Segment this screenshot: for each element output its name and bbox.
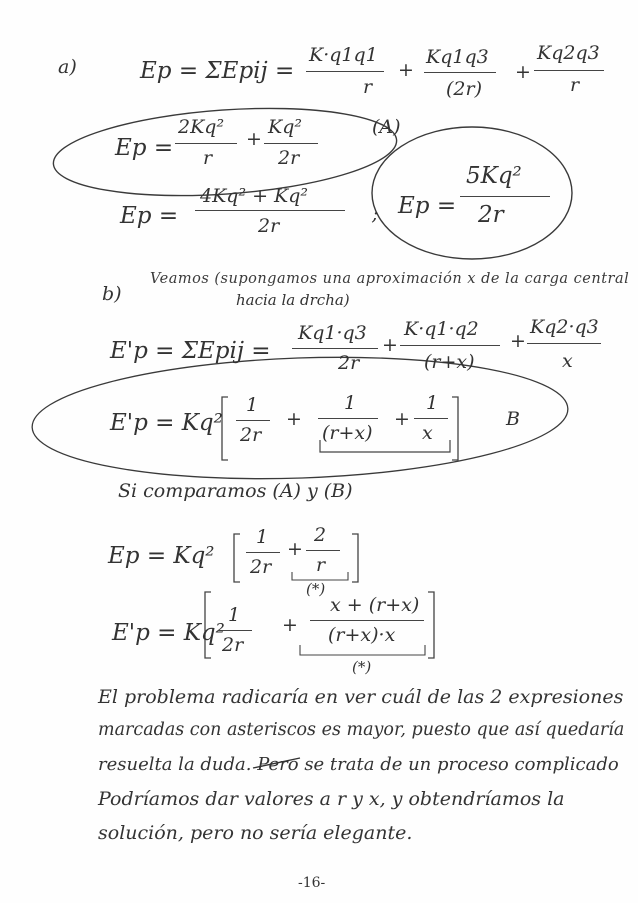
formula-lhs: E'p = Kq² [112, 620, 225, 646]
asterisk-mark: (*) [306, 580, 326, 598]
fraction-denominator: x [562, 350, 573, 372]
fraction-numerator: 1 [256, 526, 269, 548]
fraction-numerator: K·q1q1 [309, 44, 378, 66]
formula-lhs: Ep = [115, 135, 174, 161]
fraction-numerator: 1 [246, 394, 259, 416]
fraction-denominator: r [363, 76, 373, 98]
fraction-bar [236, 420, 270, 421]
fraction-bar [175, 143, 237, 144]
result-numerator: 5Kq² [466, 163, 522, 189]
fraction-numerator: x + (r+x) [330, 594, 420, 616]
fraction-bar [400, 345, 500, 346]
equation-tag: B [506, 408, 520, 430]
plus-sign: + [286, 408, 302, 430]
fraction-bar [246, 552, 280, 553]
paragraph-line: solución, pero no sería elegante. [98, 822, 413, 844]
fraction-denominator: 2r [258, 215, 280, 237]
fraction-denominator: x [422, 422, 433, 444]
fraction-bar [292, 348, 378, 349]
paragraph-line: El problema radicaría en ver cuál de las 2 expresiones [98, 686, 624, 708]
fraction-denominator: (r+x) [424, 351, 475, 373]
fraction-bar [306, 71, 384, 72]
fraction-numerator: Kq1q3 [426, 46, 489, 68]
fraction-numerator: 2 [314, 524, 327, 546]
paragraph-line: Podríamos dar valores a r y x, y obtendríamos la [98, 788, 565, 810]
part-b-label: b) [102, 283, 122, 305]
fraction-bar [414, 418, 448, 419]
page-number: -16- [298, 875, 326, 891]
fraction-denominator: 2r [338, 352, 360, 374]
formula-lhs: Ep = [120, 203, 179, 229]
paragraph-line: resuelta la duda. Pero se trata de un proceso complicado [98, 754, 619, 775]
fraction-denominator: 2r [250, 556, 272, 578]
fraction-numerator: 2Kq² [178, 116, 225, 138]
equation-tag: (A) [372, 116, 401, 138]
plus-sign: + [382, 334, 398, 356]
plus-sign: + [246, 128, 262, 150]
fraction-numerator: 1 [344, 392, 357, 414]
fraction-numerator: 1 [426, 392, 439, 414]
fraction-bar [310, 620, 424, 621]
plus-sign: + [510, 330, 526, 352]
fraction-denominator: r [203, 147, 213, 169]
fraction-numerator: Kq2q3 [537, 42, 600, 64]
intro-text: hacia la drcha) [236, 291, 350, 309]
fraction-bar [264, 143, 318, 144]
fraction-bar [195, 210, 345, 211]
intro-text: Veamos (supongamos una aproximación x de la carga central [150, 271, 630, 287]
fraction-bar [424, 72, 496, 73]
result-denominator: 2r [478, 202, 504, 228]
fraction-bar [306, 550, 340, 551]
fraction-numerator: 1 [228, 604, 241, 626]
fraction-numerator: Kq1·q3 [298, 322, 367, 344]
plus-sign: + [398, 59, 414, 81]
formula-lhs: Ep = ΣEpij = [140, 58, 295, 84]
formula-lhs: E'p = ΣEpij = [110, 338, 271, 364]
fraction-denominator: r [316, 554, 326, 576]
formula-lhs: Ep = Kq² [108, 543, 215, 569]
fraction-denominator: (2r) [446, 78, 482, 100]
fraction-bar [534, 70, 604, 71]
fraction-denominator: (r+x) [322, 422, 373, 444]
compare-text: Si comparamos (A) y (B) [118, 480, 353, 502]
asterisk-mark: (*) [352, 658, 372, 676]
fraction-denominator: 2r [222, 634, 244, 656]
fraction-numerator: 4Kq² + Kq² [200, 185, 309, 207]
fraction-bar [460, 196, 550, 197]
paragraph-line: marcadas con asteriscos es mayor, puesto que así quedaría [98, 720, 625, 740]
fraction-denominator: 2r [240, 424, 262, 446]
fraction-denominator: (r+x)·x [328, 624, 396, 646]
fraction-bar [218, 630, 252, 631]
fraction-denominator: r [570, 74, 580, 96]
plus-sign: + [394, 408, 410, 430]
separator: ; [372, 203, 379, 225]
plus-sign: + [515, 61, 531, 83]
part-a-label: a) [58, 56, 77, 78]
result-lhs: Ep = [398, 193, 457, 219]
fraction-numerator: Kq² [268, 116, 302, 138]
fraction-numerator: K·q1·q2 [404, 318, 479, 340]
fraction-denominator: 2r [278, 147, 300, 169]
fraction-numerator: Kq2·q3 [530, 316, 599, 338]
fraction-bar [527, 343, 601, 344]
plus-sign: + [287, 538, 303, 560]
fraction-bar [318, 418, 378, 419]
formula-lhs: E'p = Kq² [110, 410, 223, 436]
plus-sign: + [282, 614, 298, 636]
